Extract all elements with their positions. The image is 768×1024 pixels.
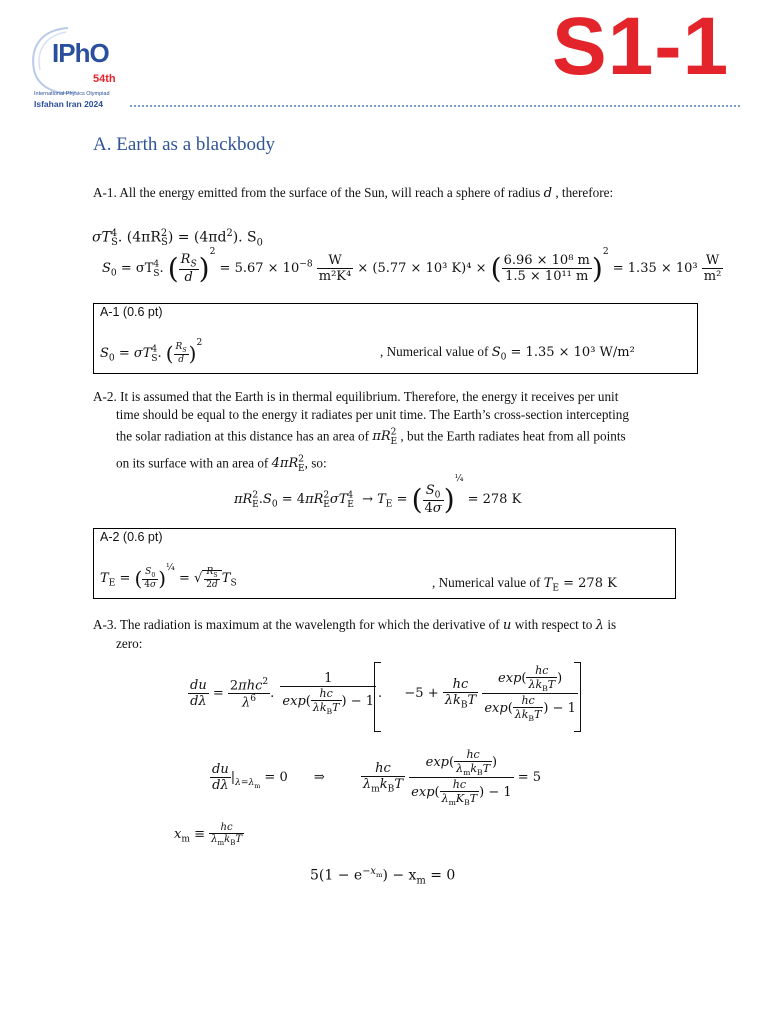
a1-equation-1: $\sigma T^4_S$. $(4\pi R^2_S) = (4\pi d^2)$. $S_0$ <box>92 228 263 249</box>
a3-xm-definition: $x_m$ ≡ $\frac{hc}{\lambda_mk_BT}$ <box>174 822 243 847</box>
section-title: A. Earth as a blackbody <box>93 134 276 155</box>
logo-edition: 54th <box>93 73 116 85</box>
a3-maximum-condition: $\frac{du}{d\lambda}$ $|_{\lambda=\lambda_m} = 0$ ⇒ $\frac{hc}{\lambda_mk_BT}$ exp( $\frac{hc}{\lambda_mk_BT}$ ) exp( $\frac{hc}{\lambda_mK_BT}$ ) − 1 = 5 <box>212 748 542 808</box>
a3-text: A-3. The radiation is maximum at the wavelength for which the derivative of u with respect to λ is zero: <box>93 617 617 651</box>
a2-box-formula: $T_E$ = ( $\frac{S_0}{4\sigma}$ )$^{\frac{1}{4}}$ = √ $\frac{R_S}{2d}$ $T_S$ <box>100 563 237 591</box>
a1-box-formula: $S_0 = \sigma T^4_S$. ( $\frac{R_S}{d}$ )$^2$ <box>100 338 203 366</box>
a2-box-numeric: , Numerical value of $T_E = 278$ K <box>432 575 617 594</box>
right-bracket <box>574 662 581 732</box>
a1-box-label: A-1 (0.6 pt) <box>100 305 163 319</box>
a2-answer-box <box>93 528 676 599</box>
logo-location: Isfahan Iran 2024 <box>34 99 103 109</box>
logo-subtitle: International Physics Olympiad <box>34 91 110 97</box>
a1-equation-2: $S_0 = \sigma T^4_S$. ( $\frac{R_S}{d}$ )$^2 = 5.67 \times 10^{-8}$ $\frac{W}{\text{m²K⁴}}$ × (5.77 × 10³ K)⁴ × ( $\frac{\text{6.96 × 10⁸ m}}{\text{1.5 × 10¹¹ m}}$ )$^2$ = 1.35 × 10³ $\frac{W}{\text{m²}}$ <box>102 247 722 286</box>
problem-code: S1-1 <box>552 1 730 92</box>
a2-box-label: A-2 (0.6 pt) <box>100 530 163 544</box>
a1-text: A-1. All the energy emitted from the surface of the Sun, will reach a sphere of radius d , therefore: <box>93 185 614 201</box>
a2-text: A-2. It is assumed that the Earth is in thermal equilibrium. Therefore, the energy it receives per unit time should be equal to the energy it radiates per unit time. The Earth’s cross-section intercepting the solar radiation at this distance has an area of $\pi R^2_E$ , but the Earth radiates heat from all points on its surface with an area of $4\pi R^2_E$, so: <box>93 389 629 474</box>
header-dotted-rule <box>130 105 740 107</box>
logo-wordmark: IPhO <box>52 38 109 68</box>
left-bracket <box>374 662 381 732</box>
page-header <box>0 0 768 118</box>
a3-derivative-equation: $\frac{du}{d\lambda}$ = $\frac{2\pi hc^2}{\lambda^6}$ . 1 exp( $\frac{hc}{\lambda k_BT}$ ) − 1 . −5 + $\frac{hc}{\lambda k_BT}$ exp( $\frac{hc}{\lambda k_BT}$ ) exp( $\frac{hc}{\lambda k_BT}$ ) − 1 <box>190 664 576 724</box>
a1-answer-box <box>93 303 698 374</box>
a3-final-equation: $5(1 - e^{-x_m}) - x_m = 0$ <box>310 866 456 887</box>
a1-box-numeric: , Numerical value of $S_0 = 1.35 \times 10^3$ W/m² <box>380 344 635 363</box>
a2-equation: $\pi R^2_E.S_0 = 4\pi R^2_E\sigma T^4_E \to T_E$ = ( $\frac{S_0}{4\sigma}$ )$^{\frac{1}{4}}$ = 278 K <box>234 474 522 517</box>
